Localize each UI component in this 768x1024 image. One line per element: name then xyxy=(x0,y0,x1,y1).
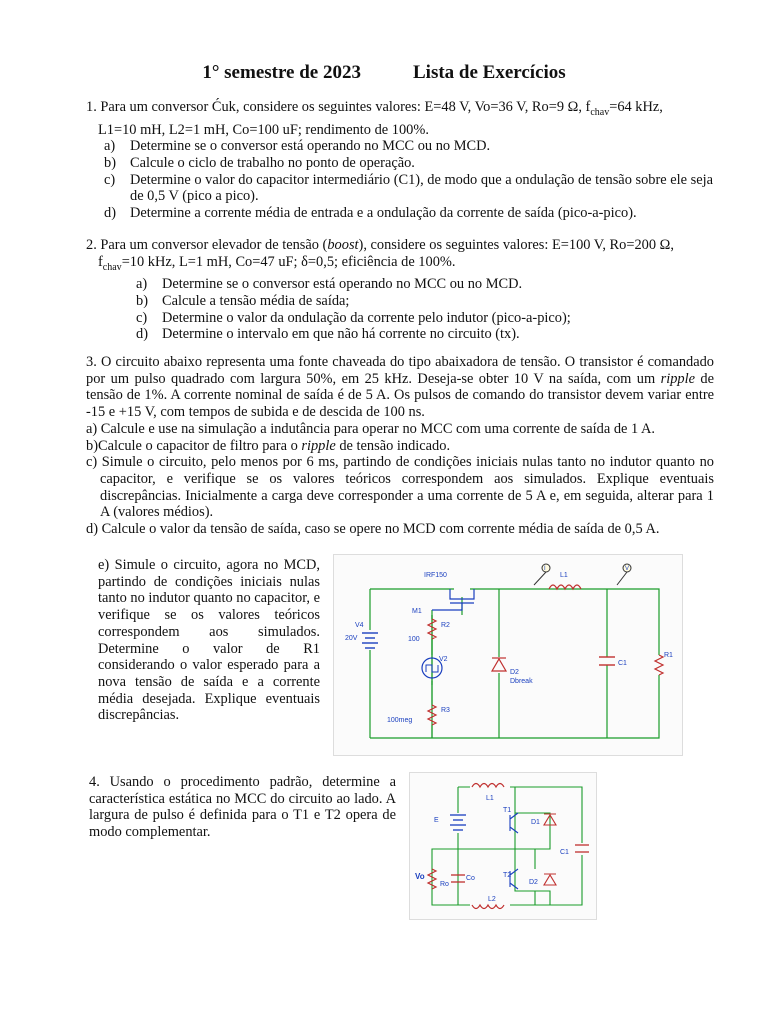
q1-item-b: b) Calcule o ciclo de trabalho no ponto de operação. xyxy=(104,154,415,171)
label-vo: Vo xyxy=(415,872,425,881)
probe-v-label: V xyxy=(625,566,630,572)
label-d1: D1 xyxy=(531,819,540,826)
label-t1: T1 xyxy=(503,807,512,814)
label-e: E xyxy=(434,817,439,824)
q3-statement: 3. O circuito abaixo representa uma fonte chaveada do tipo abaixadora de tensão. O transistor é comandado por um pulso quadrado com largura 50%, em 25 kHz. Deseja-se obter 10 V na saída, com um ripple de tensão de 1%. A corrente nominal de saída é de 5 A. Os pulsos de comando do transistor devem variar entre -15 e +15 V, com tempos de subida e de descida de 100 ns. xyxy=(86,354,714,421)
transistor-t1 xyxy=(510,813,518,833)
resistor-r1 xyxy=(655,655,663,675)
q3-item-c: c) Simule o circuito, pelo menos por 6 ms, partindo de condições iniciais nulas tanto no indutor quanto no capacitor, e verifique se os valores teóricos correspondem aos simulados. Explique eventuais discrepâncias. Inicialmente a carga deve corresponder a uma corrente de 5 A e, em seguida, alterar para 1 A (valores médios). xyxy=(86,454,714,521)
q2-item-a: a) Determine se o conversor está operando no MCC ou no MCD. xyxy=(136,276,523,293)
label-m1: M1 xyxy=(412,608,422,615)
label-r2-value: 100 xyxy=(408,636,420,643)
source-v4 xyxy=(362,633,378,648)
q2-item-c: c) Determine o valor da ondulação da corrente pelo indutor (pico-a-pico); xyxy=(136,309,571,326)
label-c1: C1 xyxy=(618,660,627,667)
q1-intro: 1. Para um conversor Ćuk, considere os seguintes valores: E=48 V, Vo=36 V, Ro=9 Ω, $f_{chav}=64$ kHz, xyxy=(86,99,663,118)
question-2 xyxy=(86,237,716,343)
q2-intro-line2: $f_{chav}=10$ kHz, L=1 mH, Co=47 uF; δ=0,5; eficiência de 100%. xyxy=(98,253,456,273)
label-irf150: IRF150 xyxy=(424,572,447,579)
label-l1: L1 xyxy=(486,795,494,802)
label-r2: R2 xyxy=(441,622,450,629)
buck-schematic-svg xyxy=(334,555,682,755)
q3-item-e: e) Simule o circuito, agora no MCD, partindo de condições iniciais nulas tanto no indutor quanto no capacitor, e verifique se os valores teóricos correspondem aos simulados. Determine o valor de R1 considerando o valor esperado para a nova tensão de saída e a corrente média desejada. Explique eventuais discrepâncias. xyxy=(98,557,321,724)
q4-schematic-svg xyxy=(410,773,596,919)
label-ro: Ro xyxy=(440,881,449,888)
label-d2: D2 xyxy=(529,879,538,886)
label-t2: T2 xyxy=(503,872,512,879)
label-co: Co xyxy=(466,875,475,882)
q1-item-c: c) Determine o valor do capacitor intermediário (C1), de modo que a ondulação de tensão sobre ele seja de 0,5 V (pico a pico). xyxy=(104,171,713,205)
capacitor-c1 xyxy=(575,845,589,852)
diode-d2 xyxy=(492,658,506,671)
label-r3-value: 100meg xyxy=(387,717,413,724)
diode-d2 xyxy=(544,874,556,885)
transistor-t2 xyxy=(510,869,518,889)
q3-item-a: a) Calcule e use na simulação a indutância para operar no MCC com uma corrente de saída de 1 A. xyxy=(86,420,656,437)
question-3 xyxy=(86,354,714,538)
inductor-l1 xyxy=(472,784,504,788)
buck-converter-schematic xyxy=(333,554,683,756)
page-title: 1° semestre de 2023 Lista de Exercícios xyxy=(202,62,566,83)
q1-item-a: a) Determine se o conversor está operando no MCC ou no MCD. xyxy=(104,138,491,155)
label-c1: C1 xyxy=(560,849,569,856)
question-4: 4. Usando o procedimento padrão, determine a característica estática no MCC do circuito ao lado. A largura de pulso é definida para o T1 e T2 opera de modo complementar. xyxy=(89,774,396,841)
label-r3: R3 xyxy=(441,707,450,714)
q3-item-d: d) Calcule o valor da tensão de saída, caso se opere no MCD com corrente média de saída de 0,5 A. xyxy=(86,521,660,538)
capacitor-c1 xyxy=(599,657,615,665)
label-d2: D2 xyxy=(510,669,519,676)
label-dbreak: Dbreak xyxy=(510,678,533,685)
q2-intro: 2. Para um conversor elevador de tensão (boost), considere os seguintes valores: E=100 V, Ro=200 Ω, xyxy=(86,237,674,253)
q1-item-d: d) Determine a corrente média de entrada e a ondulação da corrente de saída (pico-a-pico). xyxy=(104,205,637,222)
label-v4-value: 20V xyxy=(345,635,358,642)
q3-item-b: b)Calcule o capacitor de filtro para o ripple de tensão indicado. xyxy=(86,437,451,454)
label-v2: V2 xyxy=(439,656,448,663)
inductor-l2 xyxy=(472,905,504,909)
probe-i-label: I xyxy=(544,566,546,572)
label-l2: L2 xyxy=(488,896,496,903)
converter-schematic-q4 xyxy=(409,772,597,920)
q2-item-d: d) Determine o intervalo em que não há corrente no circuito (tx). xyxy=(136,326,520,343)
label-l1: L1 xyxy=(560,572,568,579)
source-e xyxy=(450,815,466,830)
q2-item-b: b) Calcule a tensão média de saída; xyxy=(136,292,350,309)
label-v4: V4 xyxy=(355,622,364,629)
q1-intro-line2: L1=10 mH, L2=1 mH, Co=100 uF; rendimento de 100%. xyxy=(98,121,429,138)
label-r1: R1 xyxy=(664,652,673,659)
question-1 xyxy=(86,99,716,222)
mosfet-m1 xyxy=(432,589,474,610)
